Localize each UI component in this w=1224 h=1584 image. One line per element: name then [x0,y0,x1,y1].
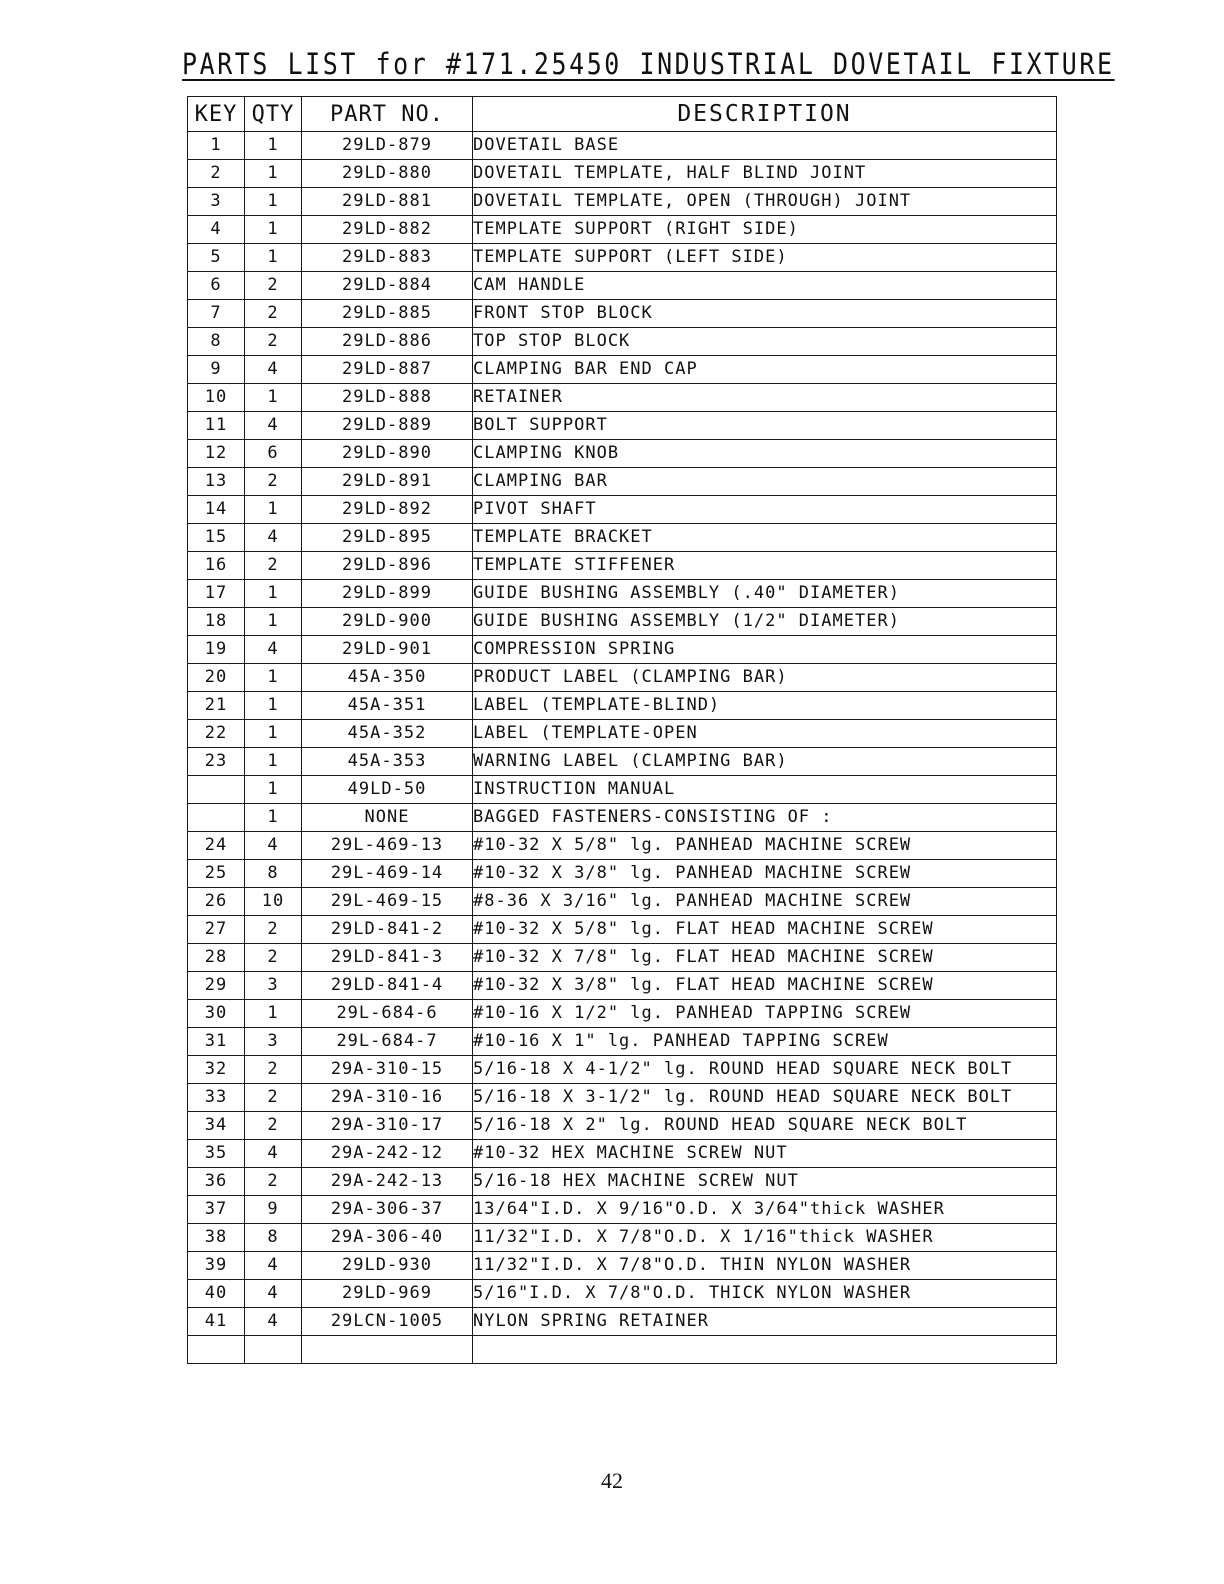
key-cell: 18 [188,608,245,636]
part-no-cell: 29LD-896 [302,552,473,580]
key-cell: 2 [188,160,245,188]
qty-cell: 4 [245,832,302,860]
part-no-cell: 29LD-899 [302,580,473,608]
page-number: 42 [601,1468,623,1493]
part-no-cell: 29LD-841-2 [302,916,473,944]
part-no-cell: 45A-353 [302,748,473,776]
header-row [188,97,1057,132]
description-cell: #10-32 X 7/8" lg. FLAT HEAD MACHINE SCREW [473,944,1057,972]
key-cell: 25 [188,860,245,888]
key-cell: 39 [188,1252,245,1280]
table-row [188,216,1057,244]
qty-cell: 1 [245,720,302,748]
key-cell: 40 [188,1280,245,1308]
qty-cell: 4 [245,1280,302,1308]
key-cell: 34 [188,1112,245,1140]
description-cell: PRODUCT LABEL (CLAMPING BAR) [473,664,1057,692]
key-cell: 3 [188,188,245,216]
table-row [188,636,1057,664]
key-cell: 9 [188,356,245,384]
description-cell: 5/16-18 X 3-1/2" lg. ROUND HEAD SQUARE NECK BOLT [473,1084,1057,1112]
description-cell: #10-32 HEX MACHINE SCREW NUT [473,1140,1057,1168]
qty-cell: 1 [245,692,302,720]
qty-cell: 1 [245,1000,302,1028]
part-no-cell: 45A-352 [302,720,473,748]
part-no-cell: 29A-242-13 [302,1168,473,1196]
table-row [188,1084,1057,1112]
part-no-cell: 29A-310-17 [302,1112,473,1140]
column-header-part-no: PART NO. [302,97,473,132]
part-no-cell: 29L-469-14 [302,860,473,888]
key-cell: 17 [188,580,245,608]
key-cell: 10 [188,384,245,412]
description-cell: #8-36 X 3/16" lg. PANHEAD MACHINE SCREW [473,888,1057,916]
table-row [188,1224,1057,1252]
key-cell [188,804,245,832]
description-cell: COMPRESSION SPRING [473,636,1057,664]
qty-cell: 1 [245,188,302,216]
part-no-cell: 29LD-930 [302,1252,473,1280]
key-cell [188,1336,245,1364]
description-cell: TEMPLATE STIFFENER [473,552,1057,580]
key-cell: 37 [188,1196,245,1224]
qty-cell: 2 [245,916,302,944]
key-cell: 6 [188,272,245,300]
description-cell: #10-32 X 3/8" lg. PANHEAD MACHINE SCREW [473,860,1057,888]
key-cell: 24 [188,832,245,860]
page-title: PARTS LIST for #171.25450 INDUSTRIAL DOVETAIL FIXTURE [182,47,1115,81]
table-row [188,412,1057,440]
table-row [188,608,1057,636]
table-row [188,692,1057,720]
key-cell: 41 [188,1308,245,1336]
qty-cell: 2 [245,1112,302,1140]
qty-cell: 1 [245,664,302,692]
description-cell: 5/16-18 X 2" lg. ROUND HEAD SQUARE NECK BOLT [473,1112,1057,1140]
description-cell: GUIDE BUSHING ASSEMBLY (.40" DIAMETER) [473,580,1057,608]
description-cell: TOP STOP BLOCK [473,328,1057,356]
key-cell: 16 [188,552,245,580]
part-no-cell: 29LD-883 [302,244,473,272]
description-cell: DOVETAIL TEMPLATE, HALF BLIND JOINT [473,160,1057,188]
qty-cell: 8 [245,1224,302,1252]
table-row [188,384,1057,412]
key-cell: 30 [188,1000,245,1028]
table-row [188,1308,1057,1336]
table-row [188,1280,1057,1308]
key-cell: 31 [188,1028,245,1056]
qty-cell: 2 [245,300,302,328]
table-row [188,580,1057,608]
part-no-cell: 29LD-841-3 [302,944,473,972]
table-row [188,496,1057,524]
description-cell: DOVETAIL BASE [473,132,1057,160]
description-cell: CLAMPING BAR END CAP [473,356,1057,384]
key-cell: 12 [188,440,245,468]
key-cell: 7 [188,300,245,328]
part-no-cell: 29L-684-7 [302,1028,473,1056]
key-cell: 28 [188,944,245,972]
table-row [188,468,1057,496]
part-no-cell: 49LD-50 [302,776,473,804]
part-no-cell: 29LD-887 [302,356,473,384]
key-cell [188,776,245,804]
qty-cell: 1 [245,804,302,832]
key-cell: 22 [188,720,245,748]
qty-cell: 1 [245,608,302,636]
table-row [188,1168,1057,1196]
description-cell: DOVETAIL TEMPLATE, OPEN (THROUGH) JOINT [473,188,1057,216]
key-cell: 14 [188,496,245,524]
part-no-cell: 29L-469-15 [302,888,473,916]
part-no-cell: 29LD-969 [302,1280,473,1308]
part-no-cell: 29LD-884 [302,272,473,300]
part-no-cell: 29LD-891 [302,468,473,496]
qty-cell: 1 [245,244,302,272]
part-no-cell: 29LD-895 [302,524,473,552]
description-cell: #10-32 X 3/8" lg. FLAT HEAD MACHINE SCREW [473,972,1057,1000]
description-cell: #10-16 X 1/2" lg. PANHEAD TAPPING SCREW [473,1000,1057,1028]
column-header-qty: QTY [245,97,302,132]
description-cell: LABEL (TEMPLATE-OPEN [473,720,1057,748]
part-no-cell: 29LD-885 [302,300,473,328]
table-row [188,1196,1057,1224]
description-cell: BAGGED FASTENERS-CONSISTING OF : [473,804,1057,832]
qty-cell: 1 [245,776,302,804]
table-row [188,776,1057,804]
key-cell: 29 [188,972,245,1000]
qty-cell: 1 [245,580,302,608]
qty-cell: 1 [245,496,302,524]
table-row [188,188,1057,216]
table-row [188,944,1057,972]
description-cell: FRONT STOP BLOCK [473,300,1057,328]
table-row [188,1056,1057,1084]
qty-cell: 8 [245,860,302,888]
description-cell: #10-32 X 5/8" lg. PANHEAD MACHINE SCREW [473,832,1057,860]
part-no-cell: 29LD-882 [302,216,473,244]
description-cell: GUIDE BUSHING ASSEMBLY (1/2" DIAMETER) [473,608,1057,636]
qty-cell: 4 [245,524,302,552]
qty-cell: 2 [245,1168,302,1196]
qty-cell: 10 [245,888,302,916]
part-no-cell: 29LCN-1005 [302,1308,473,1336]
key-cell: 23 [188,748,245,776]
qty-cell: 1 [245,384,302,412]
table-row [188,272,1057,300]
part-no-cell: NONE [302,804,473,832]
part-no-cell: 29LD-880 [302,160,473,188]
key-cell: 1 [188,132,245,160]
qty-cell: 2 [245,552,302,580]
qty-cell: 1 [245,216,302,244]
part-no-cell: 29A-306-40 [302,1224,473,1252]
description-cell: #10-32 X 5/8" lg. FLAT HEAD MACHINE SCREW [473,916,1057,944]
description-cell: BOLT SUPPORT [473,412,1057,440]
description-cell: #10-16 X 1" lg. PANHEAD TAPPING SCREW [473,1028,1057,1056]
key-cell: 8 [188,328,245,356]
part-no-cell: 29LD-886 [302,328,473,356]
description-cell [473,1336,1057,1364]
description-cell: RETAINER [473,384,1057,412]
qty-cell: 3 [245,972,302,1000]
description-cell: CAM HANDLE [473,272,1057,300]
description-cell: 11/32"I.D. X 7/8"O.D. X 1/16"thick WASHER [473,1224,1057,1252]
table-row [188,888,1057,916]
key-cell: 5 [188,244,245,272]
parts-table-body [188,132,1057,1364]
part-no-cell: 29LD-900 [302,608,473,636]
qty-cell: 2 [245,468,302,496]
table-row [188,552,1057,580]
qty-cell: 4 [245,636,302,664]
part-no-cell: 29A-310-15 [302,1056,473,1084]
table-row [188,748,1057,776]
table-row [188,160,1057,188]
qty-cell: 1 [245,132,302,160]
table-row [188,972,1057,1000]
table-row [188,1252,1057,1280]
key-cell: 11 [188,412,245,440]
part-no-cell: 45A-351 [302,692,473,720]
key-cell: 36 [188,1168,245,1196]
part-no-cell: 29LD-892 [302,496,473,524]
qty-cell: 2 [245,1084,302,1112]
table-row [188,832,1057,860]
table-row [188,1336,1057,1364]
table-row [188,328,1057,356]
description-cell: TEMPLATE BRACKET [473,524,1057,552]
part-no-cell: 45A-350 [302,664,473,692]
table-row [188,440,1057,468]
column-header-key: KEY [188,97,245,132]
qty-cell [245,1336,302,1364]
table-row [188,860,1057,888]
description-cell: LABEL (TEMPLATE-BLIND) [473,692,1057,720]
key-cell: 19 [188,636,245,664]
key-cell: 4 [188,216,245,244]
qty-cell: 1 [245,160,302,188]
qty-cell: 4 [245,1140,302,1168]
table-row [188,356,1057,384]
part-no-cell: 29LD-881 [302,188,473,216]
qty-cell: 2 [245,272,302,300]
part-no-cell: 29LD-901 [302,636,473,664]
description-cell: CLAMPING KNOB [473,440,1057,468]
description-cell: CLAMPING BAR [473,468,1057,496]
key-cell: 35 [188,1140,245,1168]
part-no-cell: 29LD-879 [302,132,473,160]
qty-cell: 2 [245,944,302,972]
part-no-cell: 29LD-841-4 [302,972,473,1000]
description-cell: PIVOT SHAFT [473,496,1057,524]
qty-cell: 2 [245,328,302,356]
table-row [188,1000,1057,1028]
description-cell: TEMPLATE SUPPORT (RIGHT SIDE) [473,216,1057,244]
table-row [188,1028,1057,1056]
key-cell: 27 [188,916,245,944]
key-cell: 21 [188,692,245,720]
table-row [188,244,1057,272]
key-cell: 32 [188,1056,245,1084]
qty-cell: 4 [245,356,302,384]
part-no-cell: 29LD-890 [302,440,473,468]
table-row [188,300,1057,328]
table-row [188,1140,1057,1168]
part-no-cell: 29LD-888 [302,384,473,412]
description-cell: WARNING LABEL (CLAMPING BAR) [473,748,1057,776]
table-row [188,1112,1057,1140]
key-cell: 38 [188,1224,245,1252]
part-no-cell: 29A-310-16 [302,1084,473,1112]
part-no-cell: 29A-306-37 [302,1196,473,1224]
table-row [188,664,1057,692]
part-no-cell: 29LD-889 [302,412,473,440]
part-no-cell: 29L-469-13 [302,832,473,860]
description-cell: TEMPLATE SUPPORT (LEFT SIDE) [473,244,1057,272]
qty-cell: 1 [245,748,302,776]
key-cell: 13 [188,468,245,496]
table-row [188,132,1057,160]
table-row [188,916,1057,944]
qty-cell: 4 [245,412,302,440]
qty-cell: 6 [245,440,302,468]
qty-cell: 4 [245,1252,302,1280]
description-cell: 5/16-18 HEX MACHINE SCREW NUT [473,1168,1057,1196]
part-no-cell [302,1336,473,1364]
qty-cell: 9 [245,1196,302,1224]
column-header-description: DESCRIPTION [473,97,1057,132]
qty-cell: 3 [245,1028,302,1056]
qty-cell: 4 [245,1308,302,1336]
description-cell: INSTRUCTION MANUAL [473,776,1057,804]
parts-table-header [188,97,1057,132]
table-row [188,804,1057,832]
key-cell: 33 [188,1084,245,1112]
part-no-cell: 29L-684-6 [302,1000,473,1028]
qty-cell: 2 [245,1056,302,1084]
table-row [188,720,1057,748]
key-cell: 15 [188,524,245,552]
description-cell: 5/16"I.D. X 7/8"O.D. THICK NYLON WASHER [473,1280,1057,1308]
key-cell: 26 [188,888,245,916]
table-row [188,524,1057,552]
description-cell: 11/32"I.D. X 7/8"O.D. THIN NYLON WASHER [473,1252,1057,1280]
parts-table [187,96,1057,1364]
description-cell: 13/64"I.D. X 9/16"O.D. X 3/64"thick WASHER [473,1196,1057,1224]
description-cell: 5/16-18 X 4-1/2" lg. ROUND HEAD SQUARE NECK BOLT [473,1056,1057,1084]
description-cell: NYLON SPRING RETAINER [473,1308,1057,1336]
key-cell: 20 [188,664,245,692]
part-no-cell: 29A-242-12 [302,1140,473,1168]
